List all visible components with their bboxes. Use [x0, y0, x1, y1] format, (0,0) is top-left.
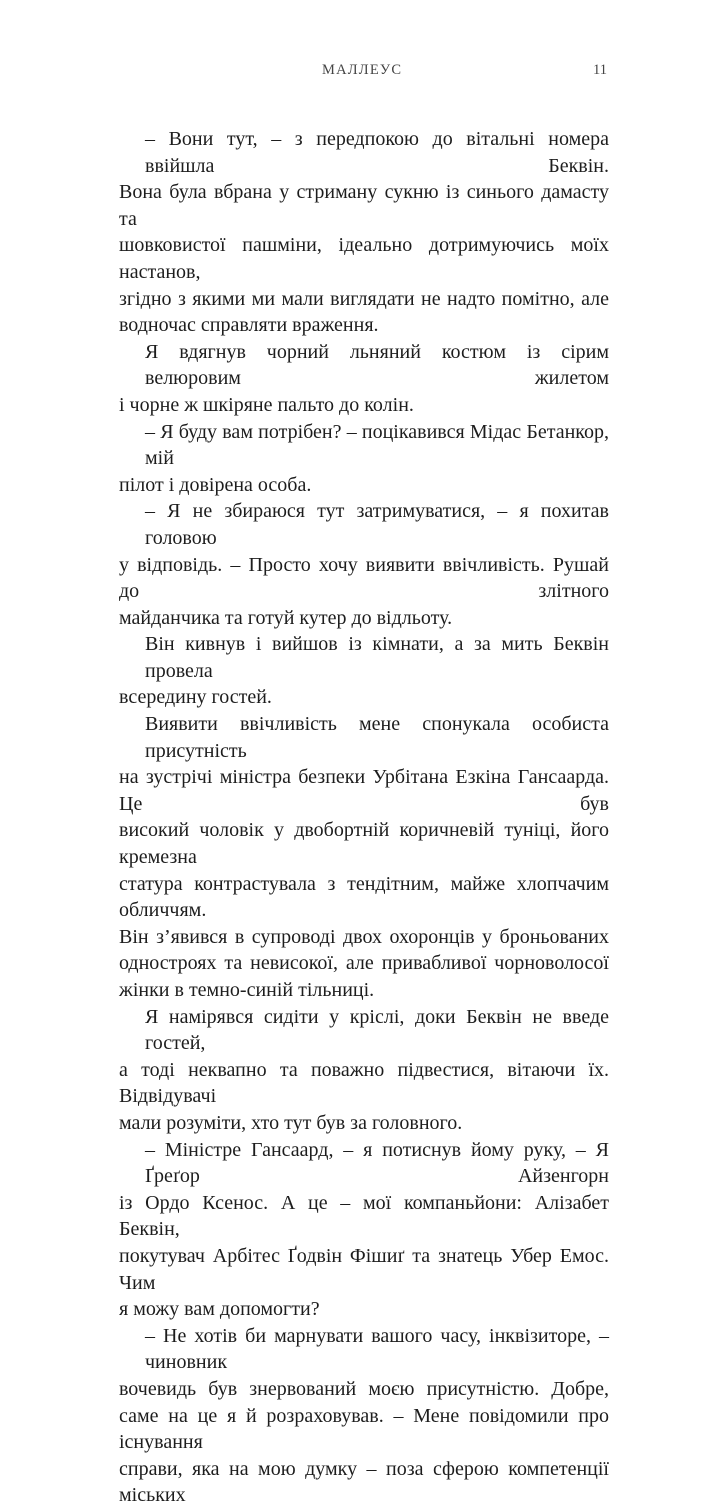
text-line: Я вдягнув чорний льняний костюм із сірим велюровим жилетом	[145, 340, 609, 390]
paragraph	[119, 1137, 609, 1323]
text-line: високий чоловік у двобортній коричневій туніці, його кремезна	[119, 819, 609, 869]
paragraph	[119, 419, 609, 499]
text-line: – Я буду вам потрібен? – поцікавився Мідас Бетанкор, мій	[145, 420, 609, 470]
text-line: – Вони тут, – з передпокою до вітальні номера ввійшла Беквін.	[145, 128, 609, 177]
text-line: одностроях та невисокої, але привабливої чорноволосої	[119, 952, 609, 975]
text-line: Виявити ввічливість мене спонукала особиста присутність	[145, 713, 609, 762]
text-line: у відповідь. – Просто хочу виявити ввічливість. Рушай до злітного	[119, 553, 609, 603]
text-line: мали розуміти, хто тут був за головного.	[119, 1111, 463, 1134]
text-line: всередину гостей.	[119, 686, 272, 709]
paragraph	[119, 1004, 609, 1137]
text-line: покутувач Арбітес Ґодвін Фішиґ та знатець Убер Емос. Чим	[119, 1244, 609, 1294]
text-line: статура контрастувала з тендітним, майже хлопчачим обличчям.	[119, 872, 609, 922]
text-body	[119, 126, 609, 1509]
paragraph	[119, 631, 609, 711]
text-line: пілот і довірена особа.	[119, 473, 312, 496]
text-line: – Я не збираюся тут затримуватися, – я похитав головою	[145, 500, 609, 549]
page-number: 11	[593, 62, 607, 78]
paragraph	[119, 498, 609, 631]
text-line: жінки в темно-синій тільниці.	[119, 979, 375, 1001]
text-line: вочевидь був знервований моєю присутністю. Добре,	[119, 1377, 609, 1400]
text-line: і чорне ж шкіряне пальто до колін.	[119, 393, 414, 416]
paragraph	[119, 1323, 609, 1509]
text-line: я можу вам допомогти?	[119, 1298, 320, 1321]
text-line: Він кивнув і вийшов із кімнати, а за мить Беквін провела	[145, 633, 609, 682]
paragraph	[119, 711, 609, 1004]
running-title: МАЛЛЕУС	[322, 62, 403, 78]
text-line: – Міністре Гансаард, – я потиснув йому руку, – Я Ґреґор Айзенгорн	[145, 1138, 609, 1188]
text-line: шовковистої пашміни, ідеально дотримуючись моїх настанов,	[119, 234, 609, 283]
text-line: справи, яка на мою думку – поза сферою компетенції міських	[119, 1457, 609, 1507]
text-line: згідно з якими ми мали виглядати не надто помітно, але	[119, 287, 609, 310]
text-line: Я намірявся сидіти у кріслі, доки Беквін не введе гостей,	[145, 1005, 609, 1055]
paragraph	[119, 339, 609, 419]
text-line: із Ордо Ксенос. А це – мої компаньйони: Алізабет Беквін,	[119, 1191, 609, 1241]
paragraph	[119, 126, 609, 339]
text-line: – Не хотів би марнувати вашого часу, інквізиторе, – чиновник	[145, 1324, 609, 1374]
text-line: майданчика та готуй кутер до відльоту.	[119, 606, 453, 629]
text-line: на зустрічі міністра безпеки Урбітана Езкіна Гансаарда. Це був	[119, 766, 609, 815]
text-line: саме на це я й розраховував. – Мене повідомили про існування	[119, 1404, 609, 1454]
text-line: а тоді неквапно та поважно підвестися, вітаючи їх. Відвідувачі	[119, 1058, 609, 1108]
text-line: Вона була вбрана у стриману сукню із синього дамасту та	[119, 181, 609, 230]
text-line: водночас справляти враження.	[119, 314, 379, 337]
text-line: Він з’явився в супроводі двох охоронців у броньованих	[119, 925, 609, 948]
